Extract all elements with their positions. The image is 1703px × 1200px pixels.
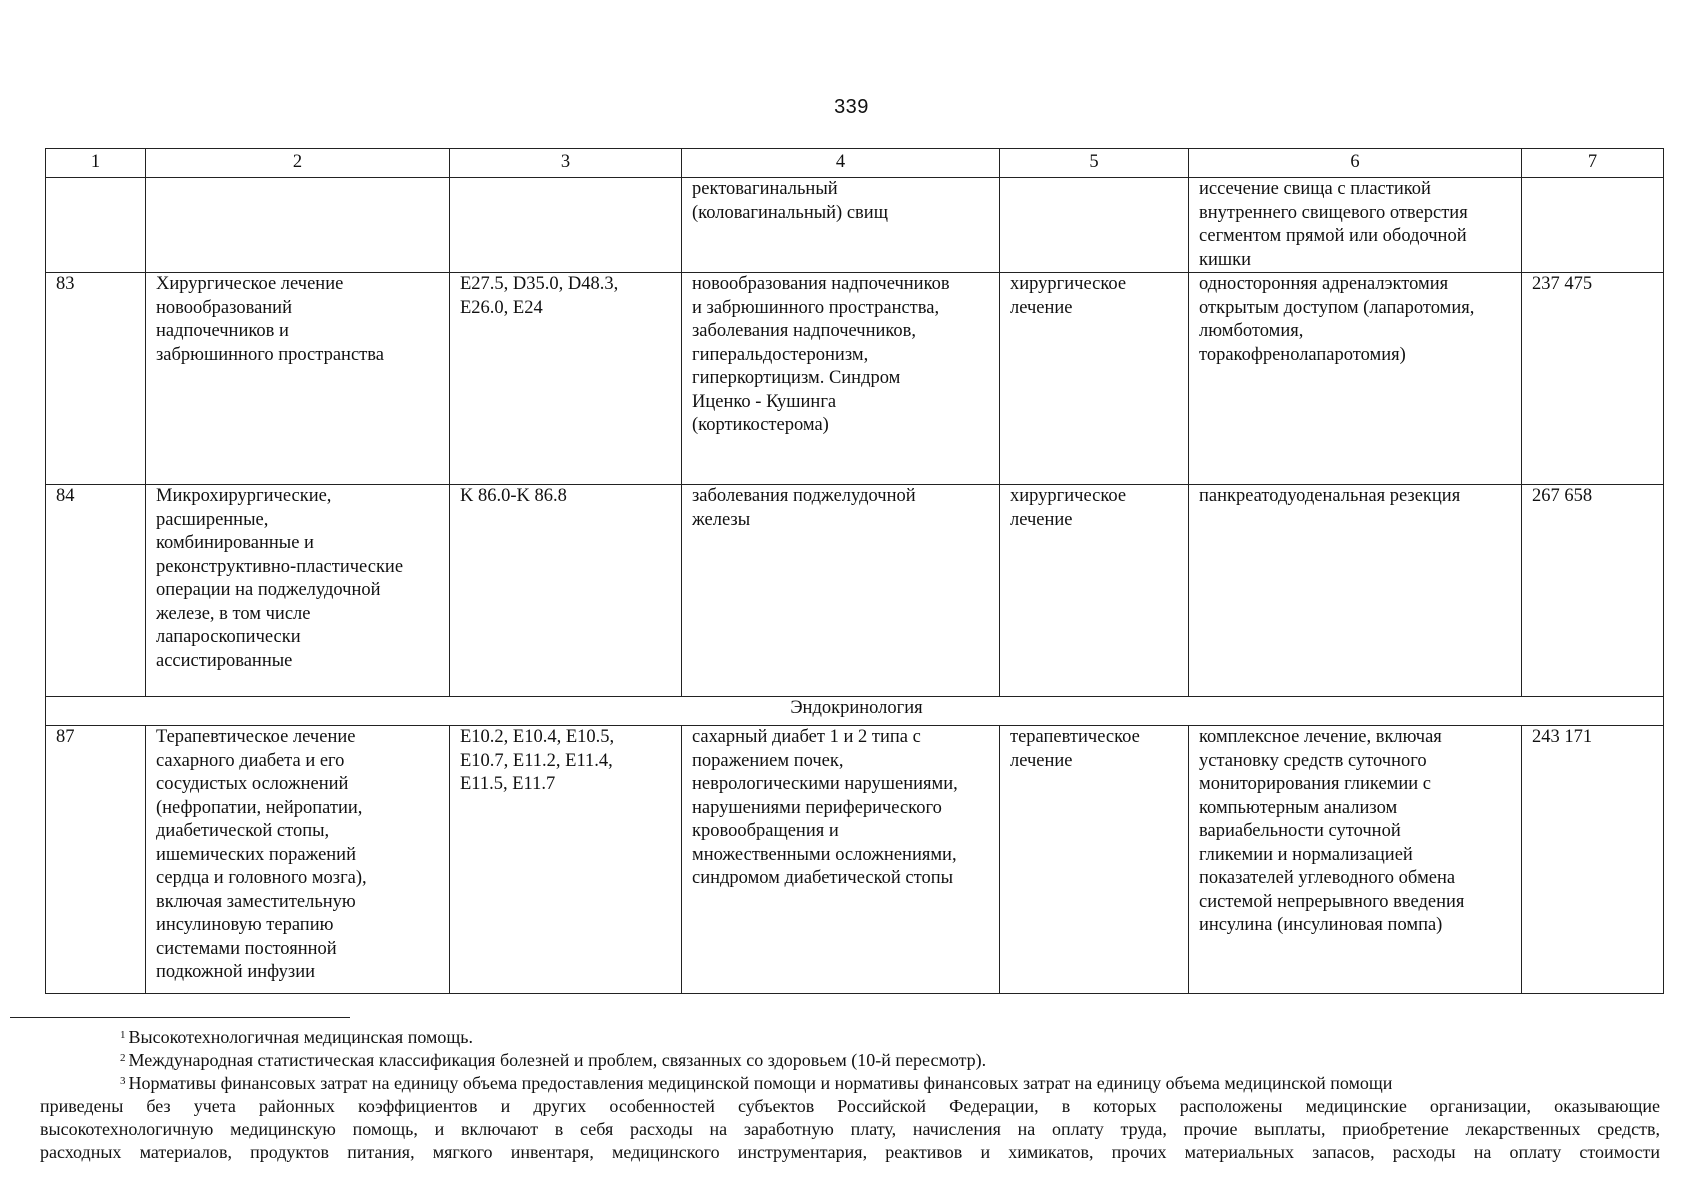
cell-text-line: комбинированные и	[156, 533, 314, 553]
treatment-type-cell	[1000, 485, 1189, 697]
cost-cell: 237 475	[1522, 273, 1664, 485]
row-number-cell: 87	[46, 726, 146, 994]
cell-text-line: включая заместительную	[156, 891, 356, 912]
patient-model-cell	[682, 485, 1000, 697]
footnote-mark: 3	[120, 1075, 126, 1087]
cell-text-line: люмботомия,	[1199, 321, 1304, 341]
cell-text-line: односторонняя адреналэктомия	[1199, 274, 1449, 294]
cell-text-line: открытым доступом (лапаротомия,	[1199, 297, 1475, 318]
cell-text-line: хирургическое	[1010, 486, 1127, 506]
footnote-3-continuation: расходных материалов, продуктов питания, мягкого инвентаря, медицинского инструментария, реактивов и химикатов, прочих материальных запасов, расходы на оплату стоимости	[40, 1142, 1660, 1162]
cell-text-line: операции на поджелудочной	[156, 580, 381, 600]
cell-text-line: сердца и головного мозга),	[156, 868, 367, 888]
cell-text-line: нарушениями периферического	[692, 797, 942, 818]
cell-text-line: новообразований	[156, 297, 292, 318]
section-title: Эндокринология	[46, 697, 1664, 726]
cell-text-line: терапевтическое	[1010, 727, 1140, 747]
cell-text-line: новообразования надпочечников	[692, 274, 950, 294]
header-cell: 7	[1522, 149, 1664, 178]
service-name-cell	[146, 485, 450, 697]
cell-text-line: K 86.0-K 86.8	[460, 486, 567, 506]
page-number: 339	[834, 96, 869, 118]
cell-text-line: (коловагинальный) свищ	[692, 202, 888, 223]
section-row	[46, 697, 1664, 726]
icd-code-cell	[450, 726, 682, 994]
footnote-3	[40, 1072, 1660, 1095]
cell-text-line: заболевания поджелудочной	[692, 486, 916, 506]
header-cell: 1	[46, 149, 146, 178]
cell-text-line: кишки	[1199, 249, 1252, 270]
footnote-3-continuation: высокотехнологичную медицинскую помощь, и включают в себя расходы на заработную плату, начисления на оплату труда, прочие выплаты, приобретение лекарственных средств,	[40, 1119, 1660, 1139]
cell-text-line: ассистированные	[156, 650, 293, 671]
cell-text-line: торакофренолапаротомия)	[1199, 344, 1406, 365]
icd-code-cell	[450, 485, 682, 697]
footnote-divider	[10, 1017, 350, 1018]
table-row	[46, 485, 1664, 697]
cell-text-line: гиперальдостеронизм,	[692, 344, 869, 365]
cell-text-line: гликемии и нормализацией	[1199, 844, 1413, 865]
cell-text-line: железы	[692, 509, 751, 530]
cell-text-line: лечение	[1010, 509, 1073, 530]
cell-text-line: E11.5, E11.7	[460, 774, 556, 794]
cell-text-line: Терапевтическое лечение	[156, 727, 356, 747]
cell-text-line: гиперкортицизм. Синдром	[692, 368, 901, 388]
header-cell: 2	[146, 149, 450, 178]
cell-text-line: сахарного диабета и его	[156, 750, 345, 771]
footnote-text: Высокотехнологичная медицинская помощь.	[128, 1027, 473, 1047]
cell-text-line: E27.5, D35.0, D48.3,	[460, 274, 619, 294]
treatment-method-cell	[1189, 273, 1522, 485]
cell-text-line: иссечение свища с пластикой	[1199, 179, 1431, 199]
footnote-2	[40, 1049, 1660, 1072]
cell-text-line: показателей углеводного обмена	[1199, 868, 1456, 888]
cell-text-line: системой непрерывного введения	[1199, 891, 1465, 912]
service-name-cell	[146, 178, 450, 273]
treatment-method-cell	[1189, 726, 1522, 994]
cell-text-line: забрюшинного пространства	[156, 344, 384, 365]
cost-cell: 243 171	[1522, 726, 1664, 994]
service-name-cell	[146, 726, 450, 994]
header-cell: 6	[1189, 149, 1522, 178]
cell-text-line: E10.7, E11.2, E11.4,	[460, 750, 613, 771]
patient-model-cell	[682, 726, 1000, 994]
cell-text-line: лечение	[1010, 297, 1073, 318]
icd-code-cell	[450, 273, 682, 485]
footnote-text: Нормативы финансовых затрат на единицу объема предоставления медицинской помощи и нормативы финансовых затрат на единицу объема медицинской помощи	[128, 1073, 1393, 1093]
cell-text-line: лапароскопически	[156, 627, 301, 647]
cell-text-line: и забрюшинного пространства,	[692, 297, 940, 318]
header-cell: 5	[1000, 149, 1189, 178]
services-table	[45, 148, 1664, 994]
cell-text-line: реконструктивно-пластические	[156, 556, 404, 577]
cell-text-line: (кортикостерома)	[692, 415, 829, 435]
cell-text-line: сосудистых осложнений	[156, 774, 349, 794]
cost-cell: 267 658	[1522, 485, 1664, 697]
cell-text-line: надпочечников и	[156, 321, 289, 341]
patient-model-cell	[682, 273, 1000, 485]
treatment-method-cell	[1189, 485, 1522, 697]
row-number-cell: 84	[46, 485, 146, 697]
cell-text-line: инсулина (инсулиновая помпа)	[1199, 915, 1443, 935]
cell-text-line: лечение	[1010, 750, 1073, 771]
cell-text-line: расширенные,	[156, 509, 269, 530]
cell-text-line: E10.2, E10.4, E10.5,	[460, 727, 615, 747]
row-number-cell	[46, 178, 146, 273]
cost-cell	[1522, 178, 1664, 273]
cell-text-line: вариабельности суточной	[1199, 821, 1401, 841]
row-number-cell: 83	[46, 273, 146, 485]
cell-text-line: подкожной инфузии	[156, 962, 316, 982]
cell-text-line: системами постоянной	[156, 938, 337, 959]
cell-text-line: кровообращения и	[692, 821, 839, 841]
patient-model-cell	[682, 178, 1000, 273]
cell-text-line: сахарный диабет 1 и 2 типа с	[692, 727, 921, 747]
cell-text-line: внутреннего свищевого отверстия	[1199, 202, 1468, 223]
cell-text-line: установку средств суточного	[1199, 750, 1427, 771]
treatment-method-cell	[1189, 178, 1522, 273]
icd-code-cell	[450, 178, 682, 273]
cell-text-line: (нефропатии, нейропатии,	[156, 797, 363, 818]
cell-text-line: диабетической стопы,	[156, 821, 330, 841]
treatment-type-cell	[1000, 273, 1189, 485]
header-cell: 4	[682, 149, 1000, 178]
cell-text-line: инсулиновую терапию	[156, 915, 334, 935]
cell-text-line: панкреатодуоденальная резекция	[1199, 486, 1461, 506]
cell-text-line: заболевания надпочечников,	[692, 321, 917, 341]
cell-text-line: поражением почек,	[692, 750, 844, 771]
treatment-type-cell	[1000, 178, 1189, 273]
footnotes	[40, 1026, 1660, 1164]
cell-text-line: синдромом диабетической стопы	[692, 868, 954, 888]
footnote-mark: 1	[120, 1029, 126, 1041]
footnote-3-continuation: приведены без учета районных коэффициентов и других особенностей субъектов Российской Федерации, в которых расположены медицинские организации, оказывающие	[40, 1096, 1660, 1116]
cell-text-line: мониторирования гликемии с	[1199, 774, 1431, 794]
header-row	[46, 149, 1664, 178]
cell-text-line: неврологическими нарушениями,	[692, 774, 958, 794]
footnote-1	[40, 1026, 1660, 1049]
cell-text-line: железе, в том числе	[156, 603, 311, 624]
cell-text-line: комплексное лечение, включая	[1199, 727, 1442, 747]
cell-text-line: хирургическое	[1010, 274, 1127, 294]
table-row	[46, 273, 1664, 485]
footnote-text: Международная статистическая классификация болезней и проблем, связанных со здоровьем (10-й пересмотр).	[128, 1050, 987, 1070]
cell-text-line: множественными осложнениями,	[692, 844, 957, 865]
cell-text-line: компьютерным анализом	[1199, 797, 1398, 818]
cell-text-line: Хирургическое лечение	[156, 274, 344, 294]
treatment-type-cell	[1000, 726, 1189, 994]
header-cell: 3	[450, 149, 682, 178]
cell-text-line: Иценко - Кушинга	[692, 391, 837, 412]
table-row	[46, 178, 1664, 273]
cell-text-line: ишемических поражений	[156, 844, 356, 865]
footnote-mark: 2	[120, 1052, 126, 1064]
table-row	[46, 726, 1664, 994]
cell-text-line: ректовагинальный	[692, 179, 838, 199]
service-name-cell	[146, 273, 450, 485]
cell-text-line: E26.0, E24	[460, 297, 543, 318]
cell-text-line: сегментом прямой или ободочной	[1199, 226, 1467, 246]
cell-text-line: Микрохирургические,	[156, 486, 332, 506]
